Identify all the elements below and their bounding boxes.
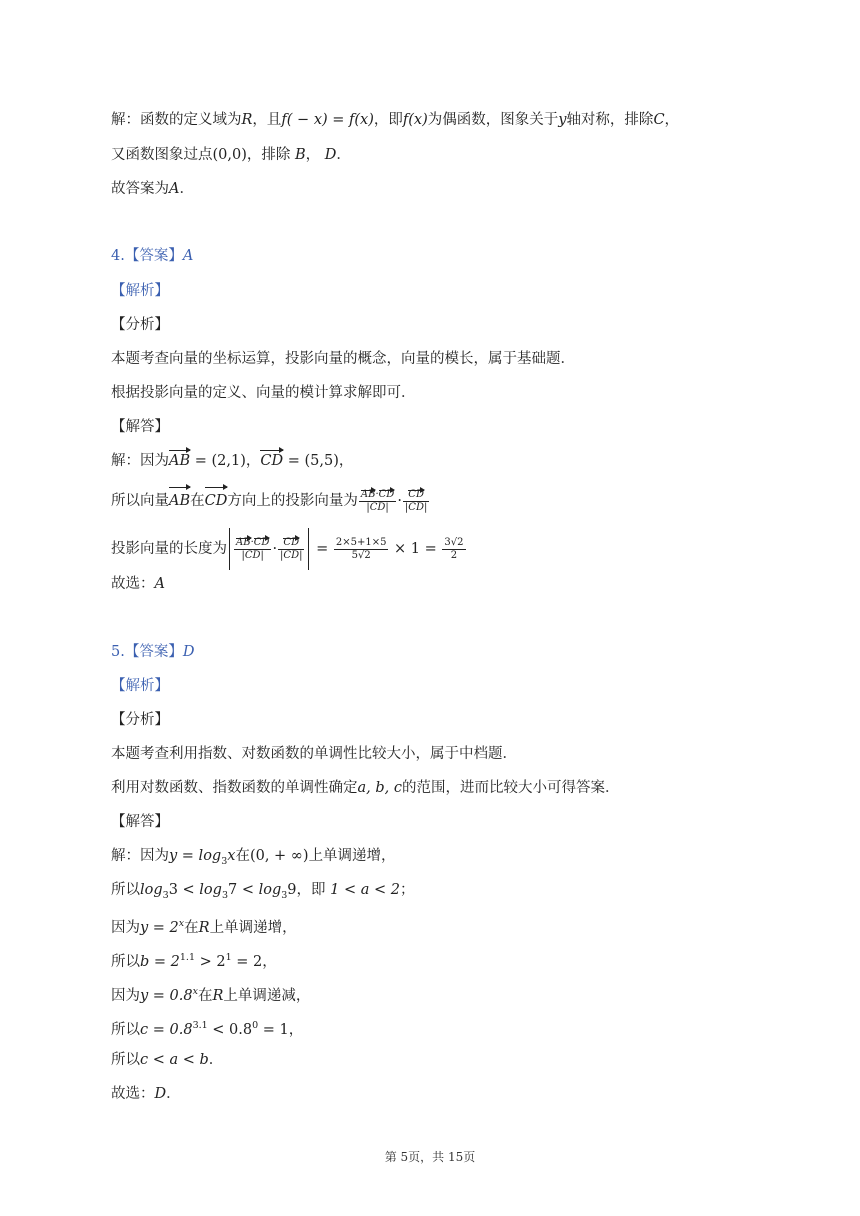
q5-solution-line-4 bbox=[111, 946, 800, 970]
answer-label: 4.【答案】 bbox=[111, 248, 183, 264]
numerator: 2×5+1×5 bbox=[335, 536, 387, 548]
vector-CD: CD bbox=[253, 536, 270, 548]
text: 在 bbox=[197, 987, 213, 1004]
math-R: R bbox=[198, 919, 210, 936]
q4-solution-line-3 bbox=[111, 528, 800, 566]
text: 所以 bbox=[111, 953, 140, 970]
superscript: 3.1 bbox=[192, 1020, 208, 1031]
dot: · bbox=[272, 541, 278, 557]
subscript: 3 bbox=[162, 889, 169, 901]
fraction-unit-vector bbox=[403, 489, 429, 514]
prev-solution-line-1 bbox=[111, 108, 800, 132]
text: ，即 bbox=[373, 112, 403, 128]
text: 利用对数函数、指数函数的单调性确定 bbox=[111, 780, 358, 796]
text: 3 < bbox=[168, 882, 200, 898]
text: 所以 bbox=[111, 882, 140, 898]
math-abc: a, b, c bbox=[357, 780, 402, 796]
math-x: x bbox=[227, 848, 236, 864]
math-log: log bbox=[258, 882, 282, 898]
abs-CD: |CD| bbox=[241, 549, 264, 561]
q5-solution-line-3 bbox=[111, 912, 800, 936]
vector-CD: CD bbox=[378, 488, 395, 500]
superscript: 0 bbox=[252, 1020, 259, 1031]
text: = (2,1)， bbox=[190, 453, 261, 469]
q4-jiexi: 【解析】 bbox=[111, 283, 169, 299]
text: 为偶函数，图象关于 bbox=[427, 112, 559, 128]
fraction-unit-vector bbox=[278, 537, 304, 562]
fraction-projection bbox=[359, 489, 396, 514]
math-expr: c = 0.8 bbox=[140, 1021, 193, 1038]
page-footer: 第 5页，共 15页 bbox=[384, 1150, 476, 1164]
q4-fenxi: 【分析】 bbox=[111, 317, 169, 333]
superscript: 1.1 bbox=[179, 952, 195, 963]
math-R: R bbox=[241, 112, 253, 128]
text: 解：因为 bbox=[111, 848, 169, 864]
q5-analysis-p1: 本题考查利用指数、对数函数的单调性比较大小，属于中档题． bbox=[111, 746, 517, 762]
q5-analysis-p2 bbox=[111, 776, 800, 800]
math-log: log bbox=[199, 882, 222, 898]
denominator: 2 bbox=[450, 549, 458, 561]
text: ； bbox=[399, 882, 415, 898]
abs-CD: |CD| bbox=[366, 501, 389, 513]
text: 故选： bbox=[111, 1086, 155, 1102]
math-C: C bbox=[653, 112, 665, 128]
text: 因为 bbox=[111, 919, 140, 936]
subscript: 3 bbox=[221, 855, 228, 867]
text: ，即 bbox=[296, 882, 331, 898]
text: ， bbox=[262, 953, 277, 970]
q4-analysis-p1: 本题考查向量的坐标运算，投影向量的概念，向量的模长，属于基础题． bbox=[111, 351, 575, 367]
text: 的范围，进而比较大小可得答案． bbox=[401, 780, 620, 796]
text: 7 < bbox=[228, 882, 259, 898]
math-domain: (0, + ∞) bbox=[249, 848, 309, 864]
text: 在 bbox=[184, 919, 199, 936]
math-expr: = 1 bbox=[258, 1021, 289, 1038]
vector-CD: CD bbox=[283, 536, 300, 548]
math-y: y bbox=[558, 112, 567, 128]
text: 上单调递增， bbox=[209, 919, 297, 936]
math-D: D bbox=[324, 147, 337, 163]
text: 方向上的投影向量为 bbox=[227, 493, 358, 509]
math-expr: f( − x) = f(x) bbox=[281, 112, 374, 128]
superscript: x bbox=[192, 986, 198, 997]
vector-CD: CD bbox=[205, 486, 228, 516]
text: ． bbox=[166, 1086, 181, 1102]
text: ， bbox=[288, 1021, 304, 1038]
text: 所以 bbox=[111, 1052, 140, 1068]
text: 解：因为 bbox=[111, 453, 169, 469]
q4-choice bbox=[111, 572, 800, 596]
math-expr: > 2 bbox=[194, 953, 226, 970]
vector-AB: AB bbox=[169, 449, 190, 473]
q4-solution-line-1 bbox=[111, 449, 800, 473]
q5-solution-line-5 bbox=[111, 980, 800, 1004]
text: 投影向量的长度为 bbox=[111, 541, 227, 557]
text: 上单调递增， bbox=[308, 848, 396, 864]
answer-value: A bbox=[182, 248, 194, 264]
text: ，排除 bbox=[246, 147, 295, 163]
math-expr: y = 2 bbox=[140, 919, 179, 936]
text: × 1 = bbox=[389, 541, 442, 557]
dot: · bbox=[375, 488, 379, 500]
math-expr: y = log bbox=[169, 848, 222, 864]
math-log: log bbox=[140, 882, 163, 898]
answer-value: D bbox=[182, 644, 195, 660]
math-point: (0,0) bbox=[212, 147, 247, 163]
vector-AB: AB bbox=[236, 536, 251, 548]
answer-label: 5.【答案】 bbox=[111, 644, 183, 660]
math-B: B bbox=[294, 147, 306, 163]
math-D: D bbox=[154, 1086, 167, 1102]
text: = bbox=[311, 541, 333, 557]
q5-solution-line-2 bbox=[111, 878, 800, 902]
text: 在 bbox=[235, 848, 250, 864]
prev-solution-line-2 bbox=[111, 143, 800, 167]
q4-jieda: 【解答】 bbox=[111, 419, 169, 435]
q5-solution-line-1 bbox=[111, 844, 800, 868]
abs-expression bbox=[229, 528, 309, 570]
numerator: 3√2 bbox=[444, 536, 464, 548]
q5-fenxi: 【分析】 bbox=[111, 712, 169, 728]
q5-solution-line-7 bbox=[111, 1048, 800, 1072]
abs-CD: |CD| bbox=[280, 549, 303, 561]
abs-CD: |CD| bbox=[404, 501, 428, 513]
q5-jieda: 【解答】 bbox=[111, 814, 169, 830]
q5-jiexi: 【解析】 bbox=[111, 678, 169, 694]
math-A: A bbox=[169, 181, 180, 197]
q5-solution-line-6 bbox=[111, 1014, 800, 1038]
text: 因为 bbox=[111, 987, 140, 1004]
math-A: A bbox=[154, 576, 165, 592]
denominator: 5√2 bbox=[351, 549, 371, 561]
dot: · bbox=[250, 536, 254, 548]
text: 轴对称，排除 bbox=[566, 112, 654, 128]
subscript: 3 bbox=[281, 889, 288, 901]
text: 所以 bbox=[111, 1021, 140, 1038]
text: ，且 bbox=[252, 112, 282, 128]
q4-analysis-p2: 根据投影向量的定义、向量的模计算求解即可． bbox=[111, 385, 416, 401]
text: ， bbox=[305, 147, 325, 163]
q4-answer-header bbox=[111, 244, 800, 268]
vector-CD: CD bbox=[260, 449, 283, 473]
text: ． bbox=[336, 147, 351, 163]
text: ． bbox=[179, 181, 194, 197]
text: 所以向量 bbox=[111, 493, 169, 509]
fraction-projection bbox=[234, 537, 271, 562]
fraction-result bbox=[442, 537, 465, 562]
math-ineq: 1 < a < 2 bbox=[330, 882, 400, 898]
subscript: 3 bbox=[221, 889, 228, 901]
q5-answer-header bbox=[111, 640, 800, 664]
text: 又函数图象过点 bbox=[111, 147, 213, 163]
vector-AB: AB bbox=[360, 488, 376, 500]
vector-CD: CD bbox=[408, 488, 424, 500]
text: ． bbox=[208, 1052, 224, 1068]
math-expr: < 0.8 bbox=[207, 1021, 253, 1038]
q4-solution-line-2 bbox=[111, 486, 800, 516]
math-expr: b = 2 bbox=[140, 953, 180, 970]
math-fx: f(x) bbox=[402, 112, 428, 128]
math-R: R bbox=[212, 987, 224, 1004]
text: 9 bbox=[287, 882, 297, 898]
text: 上单调递减， bbox=[223, 987, 311, 1004]
superscript: 1 bbox=[225, 952, 232, 963]
text: 故答案为 bbox=[111, 181, 169, 197]
text: = (5,5)， bbox=[283, 453, 354, 469]
q5-choice bbox=[111, 1082, 800, 1106]
text: 解：函数的定义域为 bbox=[111, 112, 242, 128]
superscript: x bbox=[178, 918, 185, 929]
text: ， bbox=[664, 112, 680, 128]
math-expr: y = 0.8 bbox=[140, 987, 193, 1004]
vector-AB: AB bbox=[169, 486, 190, 516]
fraction-length bbox=[334, 537, 389, 562]
math-expr: c < a < b bbox=[140, 1052, 209, 1068]
text: 故选： bbox=[111, 576, 155, 592]
dot: · bbox=[397, 493, 402, 509]
text: 在 bbox=[190, 493, 205, 509]
prev-solution-line-3 bbox=[111, 177, 800, 201]
math-expr: = 2 bbox=[231, 953, 263, 970]
